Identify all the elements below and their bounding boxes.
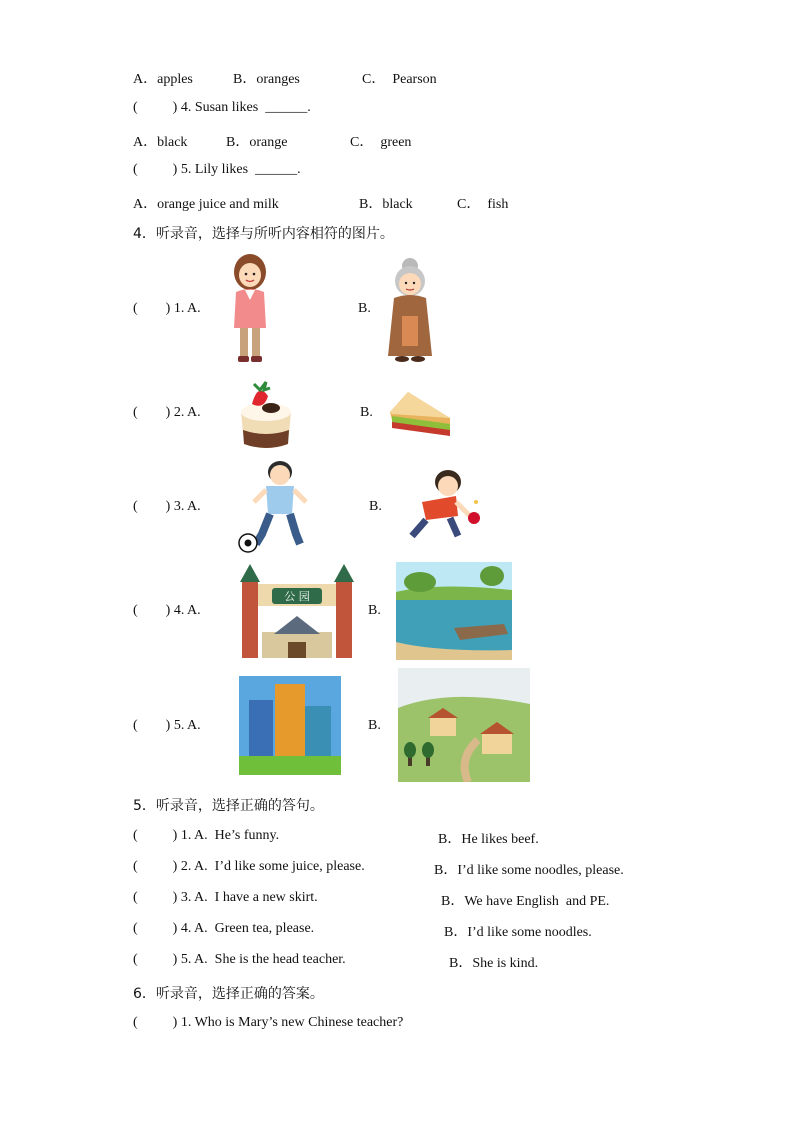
section-6-heading: 6．听录音，选择正确的答案。 — [133, 986, 324, 1002]
boy-playing-table-tennis-illustration — [400, 466, 484, 544]
q3-item-5: ( ) 5. Lily likes ______. — [133, 162, 301, 177]
city-buildings-illustration — [239, 676, 341, 775]
park-sign-text: 公 园 — [284, 590, 310, 603]
section-4-heading: 4．听录音，选择与所听内容相符的图片。 — [133, 226, 394, 242]
park-gate-illustration — [240, 564, 354, 658]
sec4-item-1-b: B. — [358, 301, 371, 316]
sec5-item-1: ( ) 1. A. He’s funny. — [133, 828, 280, 843]
strawberry-cake-illustration — [238, 376, 294, 450]
sec4-item-2-label: ( ) 2. A. — [133, 405, 201, 420]
sec4-item-4-label: ( ) 4. A. — [133, 603, 201, 618]
sec5-item-5-b: B．She is kind. — [449, 956, 539, 971]
q3-option-c: C． Pearson — [362, 72, 437, 87]
sec5-item-5: ( ) 5. A. She is the head teacher. — [133, 952, 346, 967]
sec4-item-4-b: B. — [368, 603, 381, 618]
sec5-item-2-b: B．I’d like some noodles, please. — [434, 863, 624, 878]
sec4-item-2-b: B. — [360, 405, 373, 420]
sec5-item-2: ( ) 2. A. I’d like some juice, please. — [133, 859, 365, 874]
sec4-item-3-b: B. — [369, 499, 382, 514]
q3-item-4: ( ) 4. Susan likes ______. — [133, 100, 311, 115]
q5-option-b: B．black — [359, 197, 413, 212]
q4-option-c: C． green — [350, 135, 412, 150]
sec5-item-1-b: B．He likes beef. — [438, 832, 539, 847]
sec6-item-1: ( ) 1. Who is Mary’s new Chinese teacher? — [133, 1015, 404, 1030]
grandmother-illustration — [384, 256, 436, 362]
q3-option-a: A．apples — [133, 72, 193, 87]
sec5-item-3: ( ) 3. A. I have a new skirt. — [133, 890, 318, 905]
sec4-item-3-label: ( ) 3. A. — [133, 499, 201, 514]
q4-option-b: B．orange — [226, 135, 288, 150]
sandwich-illustration — [388, 388, 452, 440]
q5-option-a: A．orange juice and milk — [133, 197, 279, 212]
q4-option-a: A．black — [133, 135, 188, 150]
sec5-item-4: ( ) 4. A. Green tea, please. — [133, 921, 315, 936]
sec4-item-5-label: ( ) 5. A. — [133, 718, 201, 733]
mother-illustration — [226, 252, 274, 366]
boy-playing-football-illustration — [236, 458, 312, 554]
sec5-item-3-b: B．We have English and PE. — [441, 894, 610, 909]
sec4-item-1-label: ( ) 1. A. — [133, 301, 201, 316]
sec4-item-5-b: B. — [368, 718, 381, 733]
section-5-heading: 5．听录音，选择正确的答句。 — [133, 798, 324, 814]
q3-option-b: B．oranges — [233, 72, 300, 87]
countryside-village-illustration — [398, 668, 530, 782]
lake-illustration — [396, 562, 512, 660]
q5-option-c: C． fish — [457, 197, 509, 212]
sec5-item-4-b: B．I’d like some noodles. — [444, 925, 592, 940]
